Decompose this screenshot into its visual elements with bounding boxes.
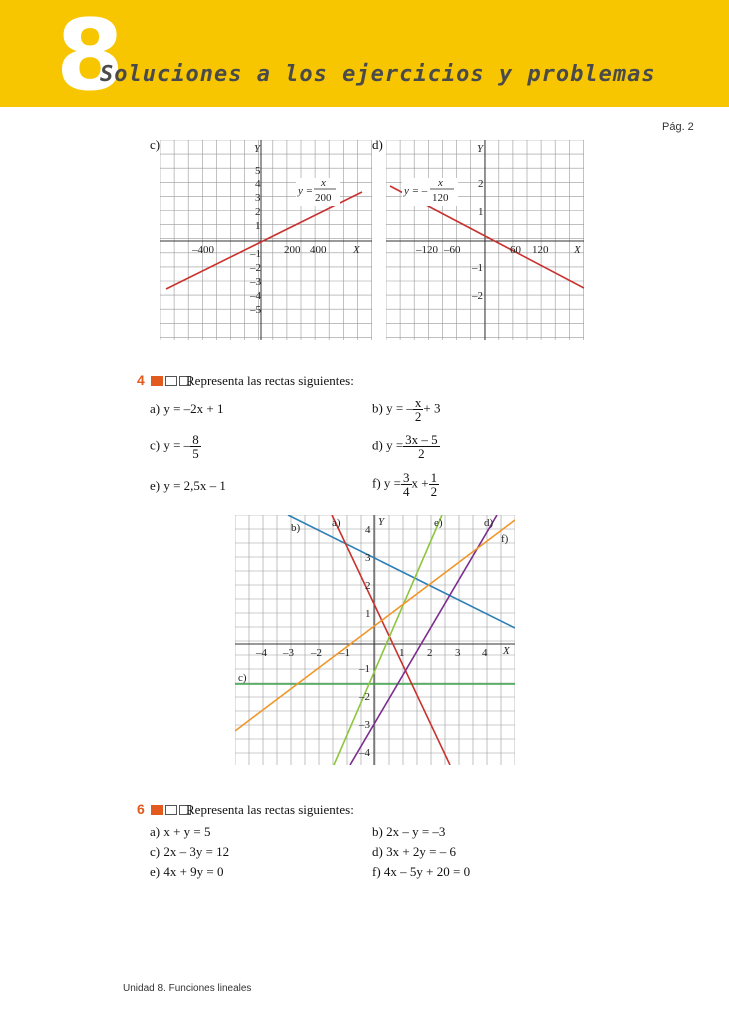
graph-c-ytick-neg4: –4 (250, 290, 261, 302)
graph-ex4-ytick-neg2: –2 (359, 691, 370, 703)
exercise-6-difficulty (151, 805, 191, 815)
graph-d-ytick-neg2: –2 (472, 290, 483, 302)
graph-c-ytick-1: 1 (255, 220, 261, 232)
graph-ex4-ytick-3: 3 (365, 552, 371, 564)
page-label: Pág. 2 (662, 121, 694, 133)
chapter-number: 8 (56, 0, 123, 113)
graph-c-ytick-3: 3 (255, 192, 261, 204)
graph-c-xtick-200: 200 (284, 244, 301, 256)
graph-ex4-ytick-neg1: –1 (359, 663, 370, 675)
graph-ex4-y-label: Y (378, 516, 385, 528)
exercise-4-number: 4 (137, 372, 145, 388)
graph-ex4-label-e: e) (434, 517, 443, 529)
graph-ex4-label-c: c) (238, 672, 247, 684)
graph-ex4-xtick-3: 3 (455, 647, 461, 659)
graph-ex4-label-b: b) (291, 522, 301, 534)
ex4-item-c: c) y = – $\frac{8}{5}$ (150, 432, 199, 461)
graph-c-ytick-neg1: –1 (250, 248, 261, 260)
ex6-item-e: e) 4x + 9y = 0 (150, 864, 224, 879)
graph-ex4-xtick-1: 1 (399, 647, 405, 659)
footer-unit-title: Unidad 8. Funciones lineales (123, 983, 252, 994)
graph-ex4-xtick-neg3: –3 (283, 647, 294, 659)
graph-ex4-xtick-4: 4 (482, 647, 488, 659)
graph-d-ytick-1: 1 (478, 206, 484, 218)
graph-c-ytick-5: 5 (255, 165, 261, 177)
ex6-item-a: a) x + y = 5 (150, 824, 211, 839)
graph-d-eq-den: 120 (432, 192, 449, 204)
graph-c-eq-prefix: y = (298, 185, 314, 197)
graph-ex4-ytick-1: 1 (365, 608, 371, 620)
ex6-item-f: f) 4x – 5y + 20 = 0 (372, 864, 471, 879)
exercise-6-prompt: Representa las rectas siguientes: (186, 802, 354, 817)
graph-c-ytick-2: 2 (255, 206, 261, 218)
graph-d-xtick-neg60: –60 (444, 244, 461, 256)
graph-ex4-xtick-2: 2 (427, 647, 433, 659)
graph-c-ytick-neg3: –3 (250, 276, 261, 288)
graph-c-xtick-400: 400 (310, 244, 327, 256)
ex6-item-d: d) 3x + 2y = – 6 (372, 844, 456, 859)
graph-d-x-label: X (574, 244, 581, 256)
graph-ex4-label-a: a) (332, 517, 341, 529)
graph-ex4-line-b (288, 515, 515, 628)
graph-c-x-label: X (353, 244, 360, 256)
exercise-6-number: 6 (137, 801, 145, 817)
graph-c-eq-num: x (321, 177, 326, 189)
graph-c (160, 140, 372, 340)
graph-ex4-ytick-neg4: –4 (359, 747, 370, 759)
graph-ex4-label-d: d) (484, 517, 494, 529)
ex4-item-b: b) y = – $\frac{x}{2}$ + 3 (372, 395, 441, 424)
graph-ex4-label-f: f) (501, 533, 509, 545)
graph-d-xtick-120: 120 (532, 244, 549, 256)
graph-d-xtick-60: 60 (510, 244, 521, 256)
graph-c-ytick-neg5: –5 (250, 304, 261, 316)
graph-ex4-ytick-2: 2 (365, 580, 371, 592)
exercise-4-difficulty (151, 376, 191, 386)
graph-ex4-ytick-neg3: –3 (359, 719, 370, 731)
graph-c-ytick-neg2: –2 (250, 262, 261, 274)
graph-d-ytick-2: 2 (478, 178, 484, 190)
graph-c-y-label: Y (254, 143, 261, 155)
graph-ex4-xtick-neg2: –2 (311, 647, 322, 659)
chapter-header (0, 0, 729, 113)
exercise-4-prompt: Representa las rectas siguientes: (186, 373, 354, 388)
graph-d-ytick-neg1: –1 (472, 262, 483, 274)
graph-c-part-label: c) (150, 137, 161, 152)
ex4-item-f: f) y = $\frac{3}{4}$ x + $\frac{1}{2}$ (372, 470, 438, 499)
graph-d-y-label: Y (477, 143, 484, 155)
chapter-title: Soluciones a los ejercicios y problemas (100, 62, 656, 87)
graph-ex4-ytick-4: 4 (365, 524, 371, 536)
ex6-item-b: b) 2x – y = –3 (372, 824, 446, 839)
graph-d (386, 140, 584, 340)
graph-ex4 (235, 515, 515, 765)
graph-d-part-label: d) (372, 137, 383, 152)
graph-c-eq-den: 200 (315, 192, 332, 204)
graph-c-ytick-4: 4 (255, 178, 261, 190)
graph-d-eq-prefix: y = – (404, 185, 428, 197)
graph-c-xtick-neg400: –400 (192, 244, 214, 256)
graph-d-eq-num: x (438, 177, 443, 189)
graph-d-xtick-neg120: –120 (416, 244, 438, 256)
ex4-item-e: e) y = 2,5x – 1 (150, 478, 226, 493)
ex6-item-c: c) 2x – 3y = 12 (150, 844, 230, 859)
graph-ex4-x-label: X (503, 645, 510, 657)
graph-ex4-xtick-neg1: –1 (339, 647, 350, 659)
ex4-item-d: d) y = $\frac{3x - 5}{2}$ (372, 432, 438, 461)
ex4-item-a: a) y = –2x + 1 (150, 401, 224, 416)
graph-ex4-line-d (350, 515, 497, 765)
graph-ex4-xtick-neg4: –4 (256, 647, 267, 659)
